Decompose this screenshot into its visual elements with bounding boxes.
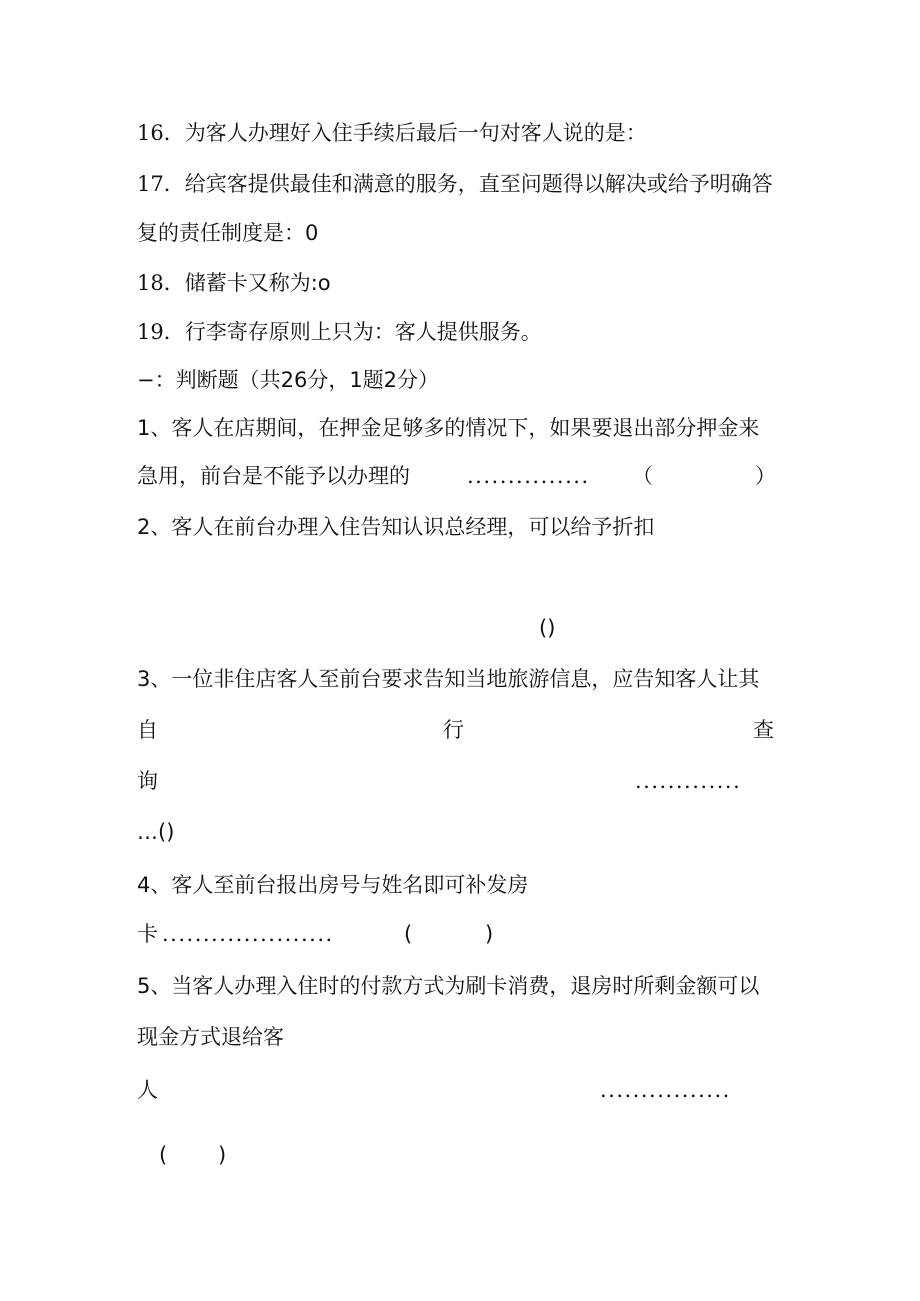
judgement-1-paren-open: （ [632,464,653,488]
question-19-text: ．行李寄存原则上只为：客人提供服务。 [163,320,542,344]
judgement-1-line2: 急用，前台是不能予以办理的 [137,464,410,488]
question-18 [137,269,331,297]
judgement-5-paren-close: ) [218,1143,227,1167]
judgement-4-dots: ..................... [162,922,334,946]
judgement-5-dots: ................ [600,1078,731,1102]
judgement-3-word-1: 自 [137,718,158,742]
judgement-1-paren-close: ） [755,464,776,488]
question-19 [137,318,542,346]
judgement-3-word-3: 查 [753,718,774,742]
question-18-text: ．储蓄卡又称为:o [163,271,331,295]
question-18-number: 18 [137,271,164,295]
judgement-3-word-2: 行 [443,718,464,742]
judgement-2: 2、客人在前台办理入住告知认识总经理，可以给予折扣 [137,515,655,539]
question-17-number: 17 [137,172,164,196]
question-16-text: ．为客人办理好入住手续后最后一句对客人说的是： [163,121,647,145]
judgement-4-line2: 卡 [137,922,158,946]
judgement-5: 5、当客人办理入住时的付款方式为刷卡消费，退房时所剩金额可以 [137,974,760,998]
judgement-5-word-1: 人 [137,1078,158,1102]
judgement-2-paren: () [539,616,556,640]
judgement-3-tail: …() [137,820,175,844]
question-16-number: 16 [137,121,164,145]
judgement-3: 3、一位非住店客人至前台要求告知当地旅游信息，应告知客人让其 [137,667,760,691]
judgement-1-dots: ............... [467,464,590,488]
judgement-4: 4、客人至前台报出房号与姓名即可补发房 [137,873,529,897]
judgement-1: 1、客人在店期间，在押金足够多的情况下，如果要退出部分押金来 [137,416,760,440]
judgement-5-paren-open: ( [159,1143,168,1167]
judgement-4-paren-close: ) [485,922,494,946]
judgement-3-word-4: 询 [137,769,158,793]
judgement-4-paren-open: ( [404,922,413,946]
question-17 [137,170,773,198]
question-17-text: ．给宾客提供最佳和满意的服务，直至问题得以解决或给予明确答 [163,172,773,196]
judgement-3-dots: ............. [635,769,742,793]
judgement-5-line2: 现金方式退给客 [137,1025,284,1049]
section-title: −：判断题（共26分，1题2分） [137,368,440,392]
question-16 [137,119,647,147]
question-19-number: 19 [137,320,164,344]
question-17-line2: 复的责任制度是：0 [137,221,319,245]
